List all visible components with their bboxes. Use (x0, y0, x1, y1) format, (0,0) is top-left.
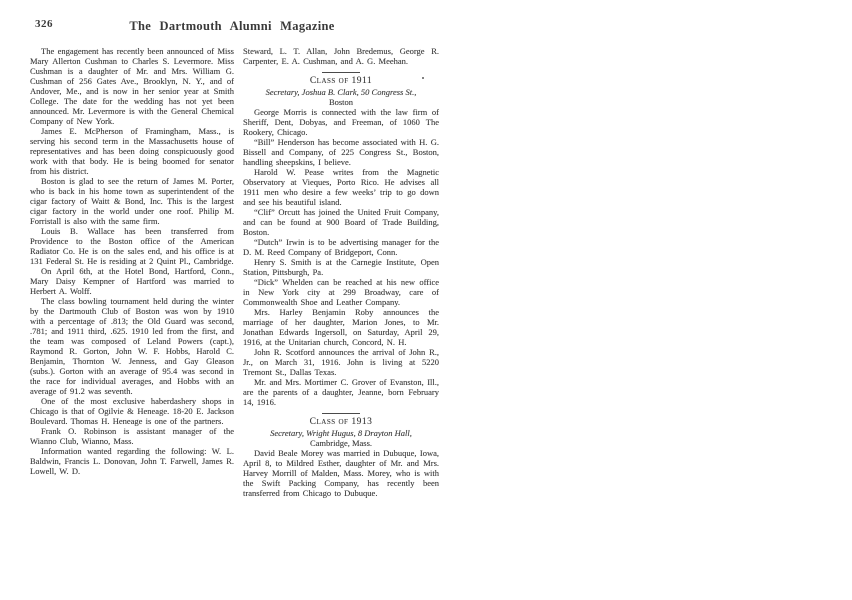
paragraph-porter: Boston is glad to see the return of James M. Porter, who is back in his home town as superintendent of the cigar factory of Waitt & Bond, Inc. This is the largest cigar factory in the world under one roof. Philip M. Forristall is also with the same firm. (30, 176, 234, 226)
paragraph-kempner-wedding: On April 6th, at the Hotel Bond, Hartford, Conn., Mary Daisy Kempner of Hartford was married to Herbert A. Wolff. (30, 266, 234, 296)
paragraph-bowling-tournament: The class bowling tournament held during the winter by the Dartmouth Club of Boston was won by 1910 with a percentage of .813; the Old Guard was second, .781; and 1911 third, .625. 1910 led from the first, and the team was composed of Leland Powers (capt.), Raymond R. Gorton, John W. F. Hobbs, Harold C. Benjamin, Thornton W. Jenness, and Gay Gleason (subs.). Gorton with an average of 95.4 was second in the race for individual averages, and Hobbs with an average of 91.2 was seventh. (30, 296, 234, 396)
paragraph-information-wanted-continued: Steward, L. T. Allan, John Bredemus, George R. Carpenter, E. A. Cushman, and A. G. Meehan. (243, 46, 439, 66)
right-column (243, 46, 439, 498)
section-divider-rule (322, 413, 360, 414)
paragraph-smith: Henry S. Smith is at the Carnegie Institute, Open Station, Pittsburgh, Pa. (243, 257, 439, 277)
paragraph-wallace: Louis B. Wallace has been transferred from Providence to the Boston office of the American Radiator Co. He is on the sales end, and his office is at 131 Federal St. He is residing at 2 Quint Pl., Cambridge. (30, 226, 234, 266)
paragraph-haberdashery: One of the most exclusive haberdashery shops in Chicago is that of Ogilvie & Heneage. 18-20 E. Jackson Boulevard. Thomas H. Heneage is one of the partners. (30, 396, 234, 426)
text-columns (30, 46, 439, 498)
left-column (30, 46, 234, 498)
page-header (0, 17, 464, 35)
class-1911-secretary-place: Boston (328, 97, 354, 107)
paragraph-roby-marriage: Mrs. Harley Benjamin Roby announces the marriage of her daughter, Marion Jones, to Mr. Jonathan Edwards Ingersoll, on Saturday, April 29, 1916, at the Unitarian church, Concord, N. H. (243, 307, 439, 347)
class-1913-secretary-line: Secretary, Wright Hugus, 8 Drayton Hall, (270, 428, 412, 438)
paragraph-scotford: John R. Scotford announces the arrival of John R., Jr., on March 31, 1916. John is living at 5220 Tremont St., Dallas Texas. (243, 347, 439, 377)
section-class-of-1913 (243, 413, 439, 448)
page-title: The Dartmouth Alumni Magazine (129, 19, 335, 33)
paragraph-engagement: The engagement has recently been announced of Miss Mary Allerton Cushman to Charles S. Levermore. Miss Cushman is a daughter of Mr. and Mrs. William G. Cushman of 256 Gates Ave., Brooklyn, N. Y., and of Andover, Me., and is now in her senior year at Smith College. The date for the wedding has not yet been announced. Mr. Levermore is with the General Chemical Company of New York. (30, 46, 234, 126)
class-1911-secretary-line: Secretary, Joshua B. Clark, 50 Congress St., (265, 87, 417, 97)
paragraph-morey: David Beale Morey was married in Dubuque, Iowa, April 8, to Mildred Esther, daughter of Mr. and Mrs. Harvey Morrill of Malden, Mass. Morey, who is with the Swift Packing Company, has recently been transferred from Chicago to Dubuque. (243, 448, 439, 498)
paragraph-whelden: “Dick” Whelden can be reached at his new office in New York city at 299 Broadway, care of Commonwealth Shoe and Leather Company. (243, 277, 439, 307)
section-divider-rule (322, 72, 360, 73)
page-number: 326 (35, 18, 53, 30)
paragraph-morris: George Morris is connected with the law firm of Sheriff, Dent, Dobyas, and Freeman, of 1060 The Rookery, Chicago. (243, 107, 439, 137)
ink-speck (422, 77, 424, 79)
paragraph-orcutt: “Clif” Orcutt has joined the United Fruit Company, and can be found at 900 Board of Trade Building, Boston. (243, 207, 439, 237)
paragraph-grover: Mr. and Mrs. Mortimer C. Grover of Evanston, Ill., are the parents of a daughter, Jeanne, born February 14, 1916. (243, 377, 439, 407)
paragraph-robinson: Frank O. Robinson is assistant manager of the Wianno Club, Wianno, Mass. (30, 426, 234, 446)
paragraph-mcpherson: James E. McPherson of Framingham, Mass., is serving his second term in the Massachusetts house of representatives and has been doing conspicuously good work with that body. He is being boomed for senator from his district. (30, 126, 234, 176)
class-1911-heading: Class of 1911 (309, 76, 373, 86)
section-class-of-1911 (243, 72, 439, 107)
class-1913-secretary-place: Cambridge, Mass. (309, 438, 373, 448)
paragraph-henderson: “Bill” Henderson has become associated with H. G. Bissell and Company, of 225 Congress St., Boston, handling sheepskins, I believe. (243, 137, 439, 167)
paragraph-irwin: “Dutch” Irwin is to be advertising manager for the D. M. Reed Company of Bridgeport, Conn. (243, 237, 439, 257)
paragraph-information-wanted: Information wanted regarding the following: W. L. Baldwin, Francis L. Donovan, John T. Farwell, James R. Lowell, W. D. (30, 446, 234, 476)
paragraph-pease: Harold W. Pease writes from the Magnetic Observatory at Vieques, Porto Rico. He advises all 1911 men who desire a few weeks’ trip to go down and see his beautiful island. (243, 167, 439, 207)
class-1913-heading: Class of 1913 (309, 417, 373, 427)
